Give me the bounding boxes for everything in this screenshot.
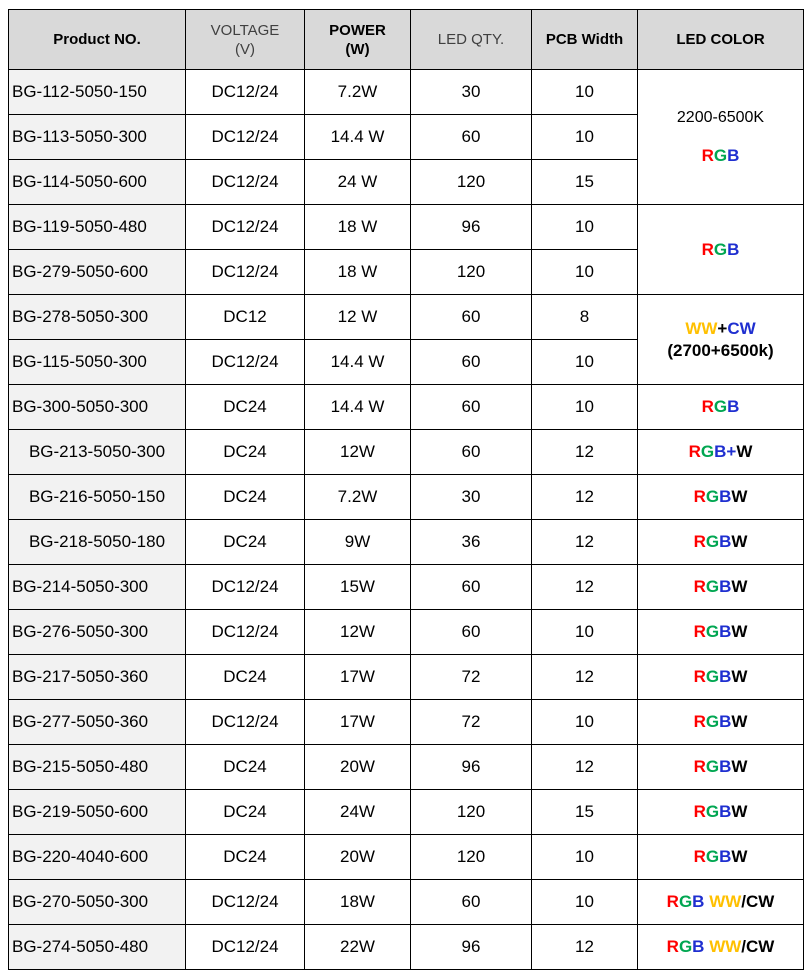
led-color-cell (638, 655, 804, 700)
rgbw-r: R (693, 802, 706, 821)
led-qty-cell: 30 (411, 70, 532, 115)
rgbw-r: R (693, 532, 706, 551)
rgbw-g: G (705, 622, 720, 641)
power-cell: 7.2W (305, 475, 411, 520)
table-row (9, 790, 804, 835)
header-power (305, 10, 411, 70)
rgb-b: B (727, 239, 740, 259)
rgb-g: G (713, 239, 728, 259)
header-voltage-line2: (V) (235, 40, 255, 58)
table-row (9, 835, 804, 880)
header-pcb-width: PCB Width (532, 10, 638, 70)
rgbw-w: W (731, 802, 748, 821)
power-cell: 18 W (305, 250, 411, 295)
rgbw-w: W (731, 757, 748, 776)
rgbw-b: B (719, 487, 732, 506)
rgbw-g: G (705, 577, 720, 596)
power-cell: 14.4 W (305, 115, 411, 160)
cw-label: CW (746, 937, 775, 956)
rgbw-r: R (693, 757, 706, 776)
voltage-cell: DC12/24 (186, 925, 305, 970)
led-qty-cell: 36 (411, 520, 532, 565)
power-cell: 9W (305, 520, 411, 565)
product-cell: BG-278-5050-300 (9, 295, 186, 340)
rgbw-b: B (719, 847, 732, 866)
rgb-r: R (666, 892, 679, 911)
header-row (9, 10, 804, 70)
led-qty-cell: 60 (411, 340, 532, 385)
rgb-r: R (688, 442, 701, 461)
voltage-cell: DC12/24 (186, 115, 305, 160)
rgbw-b: B (719, 622, 732, 641)
led-qty-cell: 60 (411, 880, 532, 925)
power-cell: 17W (305, 700, 411, 745)
rgb-b: B (727, 397, 740, 416)
rgbw-r: R (693, 847, 706, 866)
pcb-width-cell: 15 (532, 160, 638, 205)
led-qty-cell: 60 (411, 610, 532, 655)
cw-label: CW (746, 892, 775, 911)
product-cell: BG-277-5050-360 (9, 700, 186, 745)
voltage-cell: DC12/24 (186, 160, 305, 205)
voltage-cell: DC12/24 (186, 565, 305, 610)
led-qty-cell: 96 (411, 745, 532, 790)
led-color-cell (638, 205, 804, 295)
product-cell: BG-215-5050-480 (9, 745, 186, 790)
product-cell: BG-113-5050-300 (9, 115, 186, 160)
rgbw-r: R (693, 667, 706, 686)
pcb-width-cell: 10 (532, 205, 638, 250)
pcb-width-cell: 10 (532, 115, 638, 160)
rgbw-w: W (731, 577, 748, 596)
led-qty-cell: 96 (411, 925, 532, 970)
rgb-g: G (713, 146, 728, 165)
product-cell: BG-274-5050-480 (9, 925, 186, 970)
header-product: Product NO. (9, 10, 186, 70)
table-row (9, 880, 804, 925)
voltage-cell: DC24 (186, 520, 305, 565)
rgbw-g: G (705, 667, 720, 686)
voltage-cell: DC12/24 (186, 880, 305, 925)
power-cell: 20W (305, 835, 411, 880)
rgb-r: R (701, 397, 714, 416)
rgb-b: B (692, 937, 705, 956)
led-qty-cell: 120 (411, 160, 532, 205)
power-cell: 7.2W (305, 70, 411, 115)
cw-label: CW (727, 318, 756, 338)
table-row (9, 745, 804, 790)
led-strip-spec-table (8, 9, 804, 970)
rgbw-r: R (693, 577, 706, 596)
power-cell: 20W (305, 745, 411, 790)
product-cell: BG-115-5050-300 (9, 340, 186, 385)
power-cell: 22W (305, 925, 411, 970)
slash-sign: / (741, 892, 747, 911)
led-qty-cell: 120 (411, 835, 532, 880)
rgbw-b: B (719, 757, 732, 776)
led-qty-cell: 60 (411, 115, 532, 160)
table-row (9, 700, 804, 745)
voltage-cell: DC24 (186, 385, 305, 430)
product-cell: BG-300-5050-300 (9, 385, 186, 430)
power-cell: 18W (305, 880, 411, 925)
pcb-width-cell: 15 (532, 790, 638, 835)
rgbw-b: B (719, 667, 732, 686)
rgbw-b: B (719, 802, 732, 821)
pcb-width-cell: 10 (532, 250, 638, 295)
voltage-cell: DC12/24 (186, 340, 305, 385)
header-led-qty: LED QTY. (411, 10, 532, 70)
led-color-cell (638, 70, 804, 205)
led-color-cell (638, 925, 804, 970)
power-cell: 24W (305, 790, 411, 835)
table-header (9, 10, 804, 70)
led-color-cell (638, 880, 804, 925)
product-cell: BG-214-5050-300 (9, 565, 186, 610)
power-cell: 17W (305, 655, 411, 700)
rgbw-r: R (693, 622, 706, 641)
led-qty-cell: 60 (411, 295, 532, 340)
plus-sign: + (726, 442, 737, 461)
voltage-cell: DC12/24 (186, 700, 305, 745)
pcb-width-cell: 12 (532, 430, 638, 475)
rgbw-w: W (731, 667, 748, 686)
header-power-line1: POWER (329, 21, 386, 39)
table-row (9, 610, 804, 655)
table-row (9, 385, 804, 430)
led-color-cell (638, 565, 804, 610)
rgb-r: R (666, 937, 679, 956)
pcb-width-cell: 10 (532, 700, 638, 745)
rgbw-b: B (719, 712, 732, 731)
plus-sign: + (717, 318, 728, 338)
led-color-cell (638, 295, 804, 385)
product-cell: BG-216-5050-150 (9, 475, 186, 520)
table-row (9, 565, 804, 610)
rgbw-w: W (731, 847, 748, 866)
table-row (9, 520, 804, 565)
cct-range-label: (2700+6500k) (667, 340, 774, 360)
power-cell: 12W (305, 610, 411, 655)
table-row (9, 475, 804, 520)
led-qty-cell: 72 (411, 700, 532, 745)
pcb-width-cell: 12 (532, 475, 638, 520)
power-cell: 12W (305, 430, 411, 475)
product-cell: BG-218-5050-180 (9, 520, 186, 565)
voltage-cell: DC24 (186, 790, 305, 835)
power-cell: 14.4 W (305, 340, 411, 385)
cct-range-label: 2200-6500K (676, 109, 765, 126)
rgbw-w: W (731, 487, 748, 506)
slash-sign: / (741, 937, 747, 956)
product-cell: BG-112-5050-150 (9, 70, 186, 115)
led-qty-cell: 120 (411, 790, 532, 835)
led-qty-cell: 60 (411, 565, 532, 610)
rgbw-b: B (719, 577, 732, 596)
voltage-cell: DC12/24 (186, 610, 305, 655)
rgbw-g: G (705, 712, 720, 731)
power-cell: 24 W (305, 160, 411, 205)
led-qty-cell: 120 (411, 250, 532, 295)
table-body (9, 70, 804, 970)
product-cell: BG-220-4040-600 (9, 835, 186, 880)
pcb-width-cell: 10 (532, 835, 638, 880)
power-cell: 18 W (305, 205, 411, 250)
pcb-width-cell: 10 (532, 610, 638, 655)
white-w: W (736, 442, 753, 461)
header-voltage (186, 10, 305, 70)
table-row (9, 925, 804, 970)
product-cell: BG-219-5050-600 (9, 790, 186, 835)
product-cell: BG-270-5050-300 (9, 880, 186, 925)
voltage-cell: DC24 (186, 430, 305, 475)
rgbw-g: G (705, 487, 720, 506)
header-power-line2: (W) (345, 40, 370, 58)
power-cell: 12 W (305, 295, 411, 340)
voltage-cell: DC24 (186, 745, 305, 790)
product-cell: BG-276-5050-300 (9, 610, 186, 655)
rgb-b: B (727, 146, 740, 165)
rgb-g: G (678, 892, 693, 911)
rgbw-w: W (731, 532, 748, 551)
rgb-r: R (701, 239, 714, 259)
voltage-cell: DC12/24 (186, 205, 305, 250)
rgbw-b: B (719, 532, 732, 551)
power-cell: 15W (305, 565, 411, 610)
rgb-g: G (713, 397, 728, 416)
power-cell: 14.4 W (305, 385, 411, 430)
table-row (9, 70, 804, 115)
pcb-width-cell: 12 (532, 925, 638, 970)
table-row (9, 295, 804, 340)
rgbw-g: G (705, 802, 720, 821)
led-color-cell (638, 430, 804, 475)
pcb-width-cell: 10 (532, 880, 638, 925)
header-led-color: LED COLOR (638, 10, 804, 70)
product-cell: BG-279-5050-600 (9, 250, 186, 295)
voltage-cell: DC12 (186, 295, 305, 340)
product-cell: BG-119-5050-480 (9, 205, 186, 250)
pcb-width-cell: 10 (532, 340, 638, 385)
ww-label: WW (685, 318, 718, 338)
pcb-width-cell: 12 (532, 655, 638, 700)
product-cell: BG-213-5050-300 (9, 430, 186, 475)
pcb-width-cell: 8 (532, 295, 638, 340)
table-row (9, 205, 804, 250)
pcb-width-cell: 12 (532, 745, 638, 790)
voltage-cell: DC24 (186, 835, 305, 880)
rgbw-g: G (705, 532, 720, 551)
rgb-b: B (714, 442, 727, 461)
rgbw-g: G (705, 757, 720, 776)
voltage-cell: DC12/24 (186, 250, 305, 295)
pcb-width-cell: 10 (532, 385, 638, 430)
led-qty-cell: 60 (411, 385, 532, 430)
rgb-g: G (678, 937, 693, 956)
led-color-cell (638, 475, 804, 520)
rgb-g: G (700, 442, 715, 461)
led-color-cell (638, 520, 804, 565)
table-row (9, 430, 804, 475)
product-cell: BG-217-5050-360 (9, 655, 186, 700)
led-color-cell (638, 835, 804, 880)
rgbw-r: R (693, 487, 706, 506)
led-color-cell (638, 745, 804, 790)
pcb-width-cell: 12 (532, 565, 638, 610)
rgbw-w: W (731, 622, 748, 641)
product-cell: BG-114-5050-600 (9, 160, 186, 205)
led-color-cell (638, 700, 804, 745)
rgbw-r: R (693, 712, 706, 731)
led-qty-cell: 96 (411, 205, 532, 250)
led-qty-cell: 72 (411, 655, 532, 700)
led-qty-cell: 60 (411, 430, 532, 475)
table-row (9, 655, 804, 700)
led-color-cell (638, 610, 804, 655)
pcb-width-cell: 12 (532, 520, 638, 565)
voltage-cell: DC24 (186, 475, 305, 520)
pcb-width-cell: 10 (532, 70, 638, 115)
led-qty-cell: 30 (411, 475, 532, 520)
led-color-cell (638, 790, 804, 835)
ww-label: WW (709, 892, 742, 911)
voltage-cell: DC24 (186, 655, 305, 700)
ww-label: WW (709, 937, 742, 956)
rgb-r: R (701, 146, 714, 165)
header-voltage-line1: VOLTAGE (210, 21, 280, 39)
rgb-b: B (692, 892, 705, 911)
led-color-cell (638, 385, 804, 430)
voltage-cell: DC12/24 (186, 70, 305, 115)
rgbw-g: G (705, 847, 720, 866)
rgbw-w: W (731, 712, 748, 731)
